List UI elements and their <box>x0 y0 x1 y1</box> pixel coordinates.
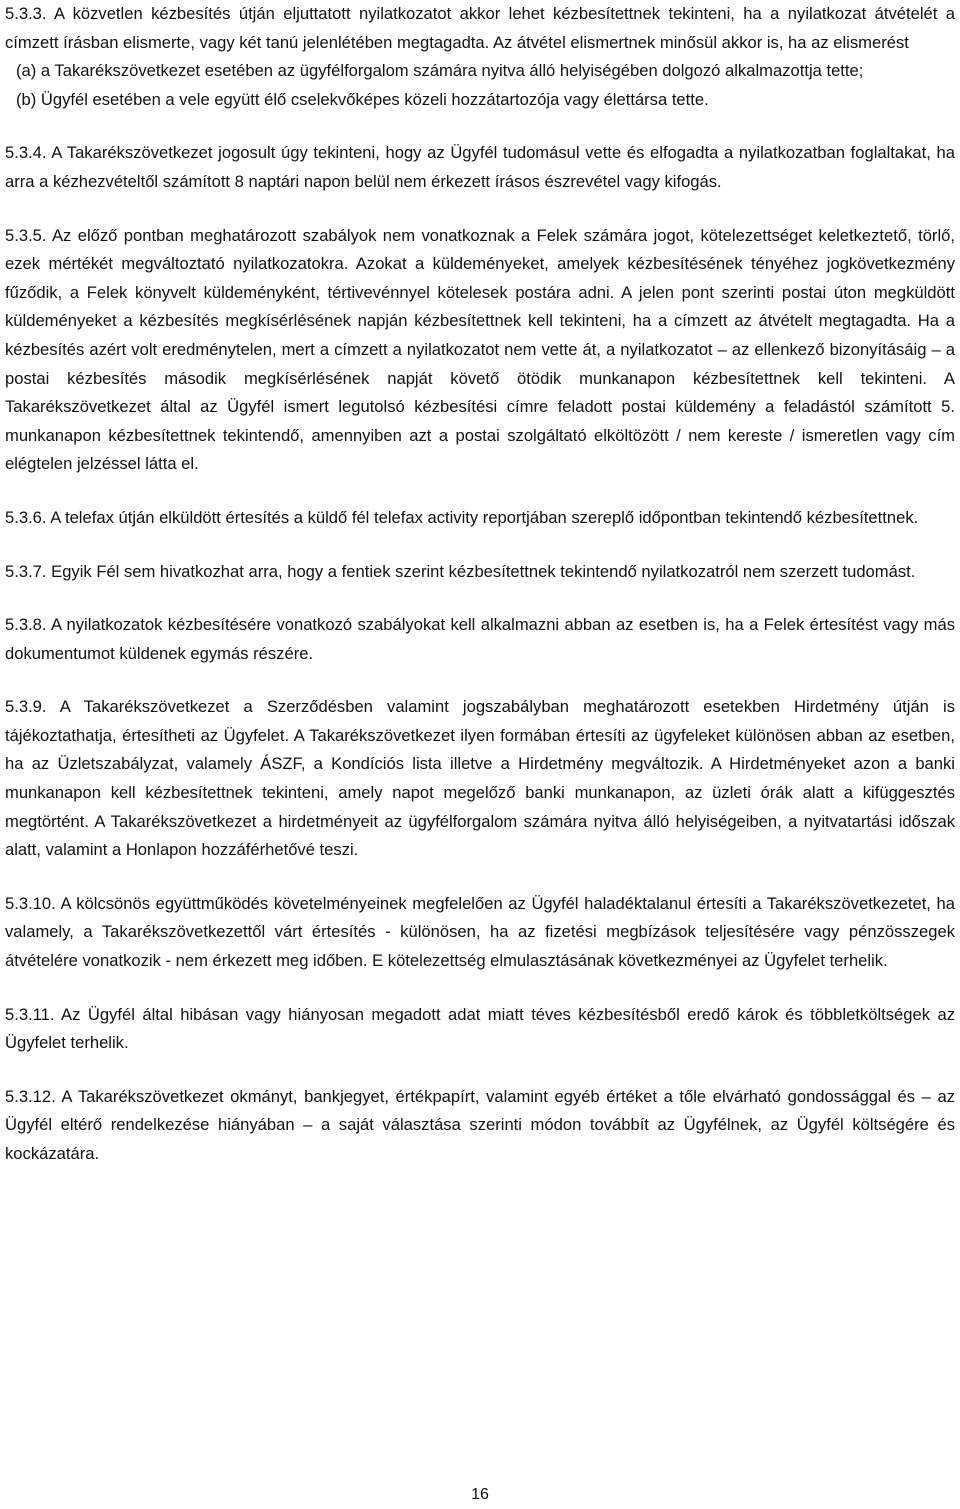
list-item-a: (a) a Takarékszövetkezet esetében az ügyfélforgalom számára nyitva álló helyiségében dolgozó alkalmazottja tette; <box>16 61 864 81</box>
paragraph-5-3-9: 5.3.9. A Takarékszövetkezet a Szerződésben valamint jogszabályban meghatározott esetekben Hirdetmény útján is tájékoztathatja, értesítheti az Ügyfelet. A Takarékszövetkezet ilyen formában értesíti az ügyfeleket különösen abban az esetben, ha az Üzletszabályzat, valamely ÁSZF, a Kondíciós lista illetve a Hirdetmény megváltozik. A Hirdetményeket azon a banki munkanapon kell kézbesítettnek tekinteni, amely napot megelőző banki munkanapon, az üzleti órák alatt a kifüggesztés megtörtént. A Takarékszövetkezet a hirdetményeit az ügyfélforgalom számára nyitva álló helyiségeiben, a nyitvatartási időszak alatt, valamint a Honlapon hozzáférhetővé teszi. <box>5 697 955 860</box>
page-number: 16 <box>471 1486 489 1503</box>
paragraph-5-3-12: 5.3.12. A Takarékszövetkezet okmányt, bankjegyet, értékpapírt, valamint egyéb értéket a tőle elvárható gondossággal és – az Ügyfél eltérő rendelkezése hiányában – a saját választása szerinti módon továbbít az Ügyfélnek, az Ügyfél költségére és kockázatára. <box>5 1086 955 1163</box>
paragraph-5-3-3: 5.3.3. A közvetlen kézbesítés útján eljuttatott nyilatkozatot akkor lehet kézbesítettnek tekinteni, ha a nyilatkozat átvételét a címzett írásban elismerte, vagy két tanú jelenlétében megtagadta. Az átvétel elismertnek minősül akkor is, ha az elismerést <box>5 4 955 52</box>
paragraph-5-3-11: 5.3.11. Az Ügyfél által hibásan vagy hiányosan megadott adat miatt téves kézbesítésből eredő károk és többletköltségek az Ügyfelet terhelik. <box>5 1004 955 1053</box>
paragraph-5-3-4: 5.3.4. A Takarékszövetkezet jogosult úgy tekinteni, hogy az Ügyfél tudomásul vette és elfogadta a nyilatkozatban foglaltakat, ha arra a kézhezvételtől számított 8 naptári napon belül nem érkezett írásos észrevétel vagy kifogás. <box>5 143 955 191</box>
paragraph-5-3-6: 5.3.6. A telefax útján elküldött értesítés a küldő fél telefax activity reportjában szereplő időpontban tekintendő kézbesítettnek. <box>5 507 919 527</box>
paragraph-5-3-5: 5.3.5. Az előző pontban meghatározott szabályok nem vonatkoznak a Felek számára jogot, kötelezettséget keletkeztető, törlő, ezek mértékét megváltoztató nyilatkozatokra. Azokat a küldeményeket, amelyek kézbesítésének tényéhez jogkövetkezmény fűződik, a Felek könyvelt küldeményként, tértivevénnyel kötelesek postára adni. A jelen pont szerinti postai úton megküldött küldeményeket a kézbesítés megkísérlésének napján kézbesítettnek kell tekinteni, ha a címzett az átvételt megtagadta. Ha a kézbesítés azért volt eredménytelen, mert a címzett a nyilatkozatot nem vette át, a nyilatkozatot – az ellenkező bizonyításáig – a postai kézbesítés második megkísérlésének napját követő ötödik munkanapon kézbesítettnek kell tekinteni. A Takarékszövetkezet által az Ügyfél ismert legutolsó kézbesítési címre feladott postai küldemény a feladástól számított 5. munkanapon kézbesítettnek tekintendő, amennyiben azt a postai szolgáltató elköltözött / nem kereste / ismeretlen vagy cím elégtelen jelzéssel látta el. <box>5 225 955 474</box>
document-page <box>5 0 955 1169</box>
paragraph-5-3-8: 5.3.8. A nyilatkozatok kézbesítésére vonatkozó szabályokat kell alkalmazni abban az esetben is, ha a Felek értesítést vagy más dokumentumot küldenek egymás részére. <box>5 615 955 663</box>
list-item-b: (b) Ügyfél esetében a vele együtt élő cselekvőképes közeli hozzátartozója vagy élettársa tette. <box>16 89 709 109</box>
paragraph-5-3-10: 5.3.10. A kölcsönös együttműködés követelményeinek megfelelően az Ügyfél haladéktalanul értesíti a Takarékszövetkezetet, ha valamely, a Takarékszövetkezettől várt értesítés - különösen, ha az fizetési megbízások teljesítésére vagy pénzösszegek átvételére vonatkozik - nem érkezett meg időben. E kötelezettség elmulasztásának következményei az Ügyfelet terhelik. <box>5 893 955 971</box>
paragraph-5-3-7: 5.3.7. Egyik Fél sem hivatkozhat arra, hogy a fentiek szerint kézbesítettnek tekintendő nyilatkozatról nem szerzett tudomást. <box>5 561 916 581</box>
